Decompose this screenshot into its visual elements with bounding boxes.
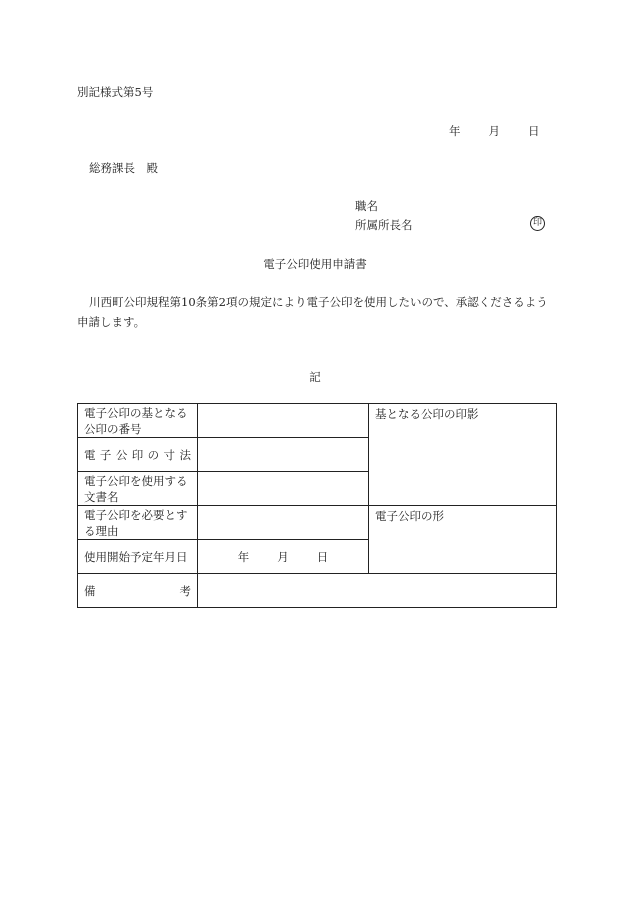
addressee: 総務課長 殿 — [89, 161, 158, 175]
base-seal-impression-label: 基となる公印の印影 — [375, 407, 479, 421]
start-date-day: 日 — [316, 549, 329, 564]
size-label-char: 子 — [99, 447, 112, 462]
base-seal-number-field[interactable] — [198, 404, 369, 438]
applicant-title-label: 職名 — [355, 199, 378, 213]
date-year-label: 年 — [449, 124, 461, 138]
document-title: 電子公印使用申請書 — [263, 257, 367, 271]
application-table — [77, 403, 557, 608]
applicant-name-label: 所属所長名 — [355, 218, 413, 232]
body-text: 川西町公印規程第10条第2項の規定により電子公印を使用したいので、承認くださるよう申請します。 — [77, 295, 548, 329]
date-month-label: 月 — [488, 124, 500, 138]
row-reason-label: 電子公印を必要とする理由 — [78, 506, 198, 540]
row-remarks-label — [78, 574, 198, 608]
date-day-label: 日 — [528, 124, 540, 138]
start-date-month: 月 — [277, 549, 289, 564]
row-start-date-label: 使用開始予定年月日 — [78, 540, 198, 574]
ki-heading: 記 — [309, 370, 321, 384]
remarks-label-right: 考 — [179, 583, 191, 598]
size-field[interactable] — [198, 438, 369, 472]
size-label-char: 電 — [84, 447, 96, 462]
date-line — [449, 123, 540, 139]
size-label-char: 寸 — [163, 447, 176, 462]
row-base-seal-number-label: 電子公印の基となる公印の番号 — [78, 404, 198, 438]
start-date-field[interactable] — [198, 540, 369, 574]
size-label-char: の — [147, 447, 160, 462]
size-label-char: 印 — [131, 447, 144, 462]
remarks-label-left: 備 — [84, 583, 96, 598]
e-seal-shape-label: 電子公印の形 — [375, 509, 444, 523]
remarks-field[interactable] — [198, 574, 557, 608]
row-size-label — [78, 438, 198, 472]
seal-icon: 印 — [530, 216, 545, 231]
base-seal-impression-cell[interactable] — [369, 404, 557, 506]
start-date-year: 年 — [237, 549, 250, 564]
document-name-field[interactable] — [198, 472, 369, 506]
e-seal-shape-cell[interactable] — [369, 506, 557, 574]
row-document-name-label: 電子公印を使用する文書名 — [78, 472, 198, 506]
size-label-char: 法 — [179, 447, 191, 462]
form-number: 別記様式第5号 — [77, 85, 154, 99]
reason-field[interactable] — [198, 506, 369, 540]
size-label-char: 公 — [115, 447, 128, 462]
